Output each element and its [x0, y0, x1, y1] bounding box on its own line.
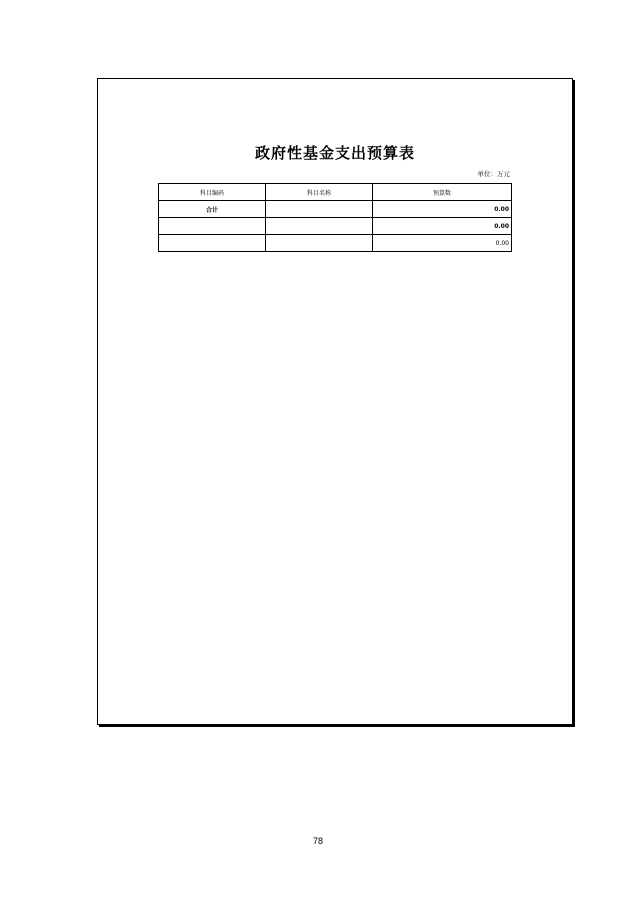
cell-code: 合计 [159, 201, 266, 218]
cell-name [266, 235, 373, 252]
cell-amount: 0.00 [373, 218, 512, 235]
table-row [159, 218, 512, 235]
page-number: 78 [312, 836, 323, 846]
cell-code [159, 235, 266, 252]
unit-label: 单位：万元 [477, 170, 510, 178]
cell-name [266, 201, 373, 218]
column-header-name: 科目名称 [266, 184, 373, 201]
column-header-code: 科目编码 [159, 184, 266, 201]
cell-amount: 0.00 [373, 201, 512, 218]
cell-amount: 0.00 [373, 235, 512, 252]
budget-table [158, 183, 512, 252]
report-sheet [97, 78, 573, 725]
table-row [159, 235, 512, 252]
column-header-amount: 预算数 [373, 184, 512, 201]
report-title: 政府性基金支出预算表 [254, 144, 415, 162]
table-row-total [159, 201, 512, 218]
cell-code [159, 218, 266, 235]
cell-name [266, 218, 373, 235]
table-header-row [159, 184, 512, 201]
